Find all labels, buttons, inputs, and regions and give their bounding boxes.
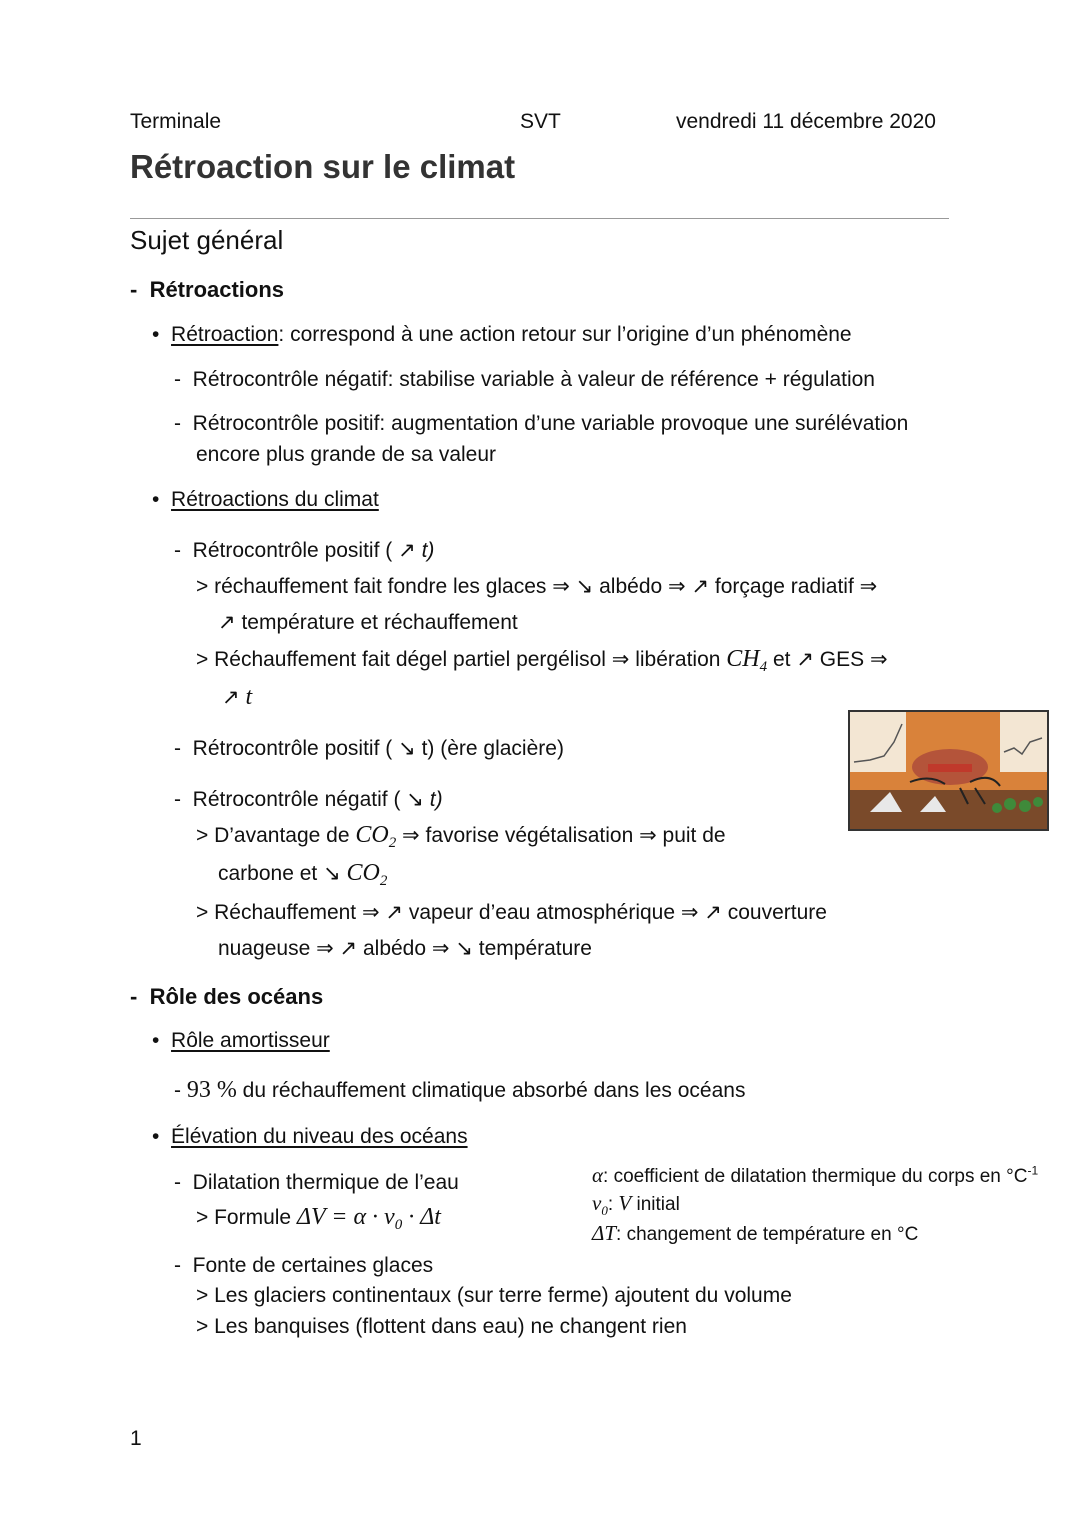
chain-text: albédo ⇒ xyxy=(593,575,692,598)
legend-text: : coefficient de dilatation thermique du corps en °C xyxy=(603,1166,1028,1187)
bullet-retroactions-climat: • Rétroactions du climat xyxy=(152,488,379,511)
legend-colon: : xyxy=(607,1194,619,1215)
chain-text: > D’avantage de xyxy=(196,824,356,847)
legend-text: initial xyxy=(631,1194,680,1215)
item-rn: - Rétrocontrôle négatif ( ↘ t) xyxy=(174,788,443,811)
chain-text: carbone et xyxy=(218,862,324,885)
item-text: t) (ère glacière) xyxy=(421,737,564,760)
chain-2 xyxy=(196,646,888,676)
percent-value: 93 % xyxy=(186,1077,237,1103)
chain-text: température xyxy=(472,937,592,960)
symbol-V: V xyxy=(618,1191,632,1215)
item-retrocontrole-positif: - Rétrocontrôle positif: augmentation d’une variable provoque une surélévation xyxy=(174,412,909,435)
formula-sub: 2 xyxy=(388,835,397,852)
item-text: du réchauffement climatique absorbé dans les océans xyxy=(236,1079,746,1102)
formula-sub: 0 xyxy=(394,1217,403,1234)
arrow-up-icon: ↗ xyxy=(704,901,722,924)
header-level: Terminale xyxy=(130,110,222,133)
item-text: Rétrocontrôle positif ( xyxy=(192,539,393,562)
item-text: Dilatation thermique de l’eau xyxy=(192,1171,459,1194)
symbol-sub: 0 xyxy=(601,1202,608,1218)
bullet-text: Rétroactions du climat xyxy=(171,488,379,511)
item-text: Rétrocontrôle négatif ( xyxy=(192,788,401,811)
var-t: t xyxy=(245,684,253,710)
symbol-deltaT: ΔT xyxy=(592,1221,617,1245)
legend-alpha xyxy=(592,1163,1038,1188)
item-text: Fonte de certaines glaces xyxy=(192,1254,434,1277)
item-text: Rétrocontrôle négatif: stabilise variable à valeur de référence + régulation xyxy=(192,368,875,391)
legend-deltaT xyxy=(592,1221,918,1246)
dash-marker: - xyxy=(130,277,138,302)
formula-end: · Δt xyxy=(402,1204,441,1230)
arrow-down-icon: ↘ xyxy=(455,937,473,960)
chain-2-cont xyxy=(222,684,252,711)
item-glaciers: > Les glaciers continentaux (sur terre ferme) ajoutent du volume xyxy=(196,1284,792,1307)
formula-sub: 2 xyxy=(379,873,388,890)
item-retrocontrole-positif-cont: encore plus grande de sa valeur xyxy=(196,443,497,466)
legend-text: : changement de température en °C xyxy=(616,1224,919,1245)
diagram-illustration xyxy=(850,712,1047,829)
chain-text: albédo ⇒ xyxy=(357,937,456,960)
bullet-dot: • xyxy=(152,323,160,346)
chain-text: forçage radiatif ⇒ xyxy=(709,575,878,598)
arrow-down-icon: ↘ xyxy=(575,575,594,598)
arrow-up-icon: ↗ xyxy=(796,648,814,671)
chain-text: GES ⇒ xyxy=(813,648,888,671)
bullet-retroaction xyxy=(152,323,852,347)
header-subject: SVT xyxy=(520,110,561,133)
climate-feedback-diagram-image xyxy=(848,710,1049,831)
chain-3 xyxy=(196,822,726,852)
arrow-up-icon: ↗ xyxy=(222,686,240,709)
heading-role-oceans xyxy=(130,984,323,1010)
formula-ch: CH xyxy=(726,646,760,672)
chain-text: vapeur d’eau atmosphérique ⇒ xyxy=(403,901,705,924)
arrow-down-icon: ↘ xyxy=(323,862,341,885)
var-t: t) xyxy=(429,788,443,811)
title-divider xyxy=(130,218,949,219)
legend-v0 xyxy=(592,1191,680,1219)
arrow-up-icon: ↗ xyxy=(398,539,416,562)
item-rp2: - Rétrocontrôle positif ( ↘ t) (ère glacière) xyxy=(174,737,564,760)
chain-4 xyxy=(196,900,827,925)
formula-label: > Formule xyxy=(196,1206,297,1229)
arrow-up-icon: ↗ xyxy=(218,611,236,634)
chain-text: > Réchauffement ⇒ xyxy=(196,901,386,924)
var-t: t) xyxy=(421,539,435,562)
formula-co: CO xyxy=(355,822,389,848)
bullet-text: Élévation du niveau des océans xyxy=(171,1125,468,1148)
arrow-down-icon: ↘ xyxy=(398,737,416,760)
bullet-role-amortisseur: • Rôle amortisseur xyxy=(152,1029,330,1052)
chain-text: ⇒ favorise végétalisation ⇒ puit de xyxy=(396,824,726,847)
chain-4-cont xyxy=(218,936,592,961)
arrow-down-icon: ↘ xyxy=(406,788,424,811)
item-93-percent: - 93 % du réchauffement climatique absorbé dans les océans xyxy=(174,1077,746,1103)
page-title: Rétroaction sur le climat xyxy=(130,148,516,185)
dash-marker: - xyxy=(130,984,138,1009)
chain-3-cont xyxy=(218,860,387,890)
heading-text: Rôle des océans xyxy=(149,984,324,1009)
item-text: Rétrocontrôle positif: augmentation d’une variable provoque une surélévation xyxy=(192,412,909,435)
bullet-text: Rôle amortisseur xyxy=(171,1029,330,1052)
item-dilatation: - Dilatation thermique de l’eau xyxy=(174,1171,459,1194)
formula-co: CO xyxy=(346,860,380,886)
chain-text: température et réchauffement xyxy=(235,611,518,634)
legend-exponent: -1 xyxy=(1027,1163,1039,1178)
formula-sub: 4 xyxy=(759,659,768,676)
chain-text: > réchauffement fait fondre les glaces ⇒ xyxy=(196,575,576,598)
item-fonte-glaces: - Fonte de certaines glaces xyxy=(174,1254,434,1277)
page-number: 1 xyxy=(130,1427,142,1450)
chain-text: et xyxy=(767,648,797,671)
item-rp1: - Rétrocontrôle positif ( ↗ t) xyxy=(174,539,435,562)
arrow-up-icon: ↗ xyxy=(385,901,404,924)
bullet-elevation: • Élévation du niveau des océans xyxy=(152,1125,468,1148)
item-retrocontrole-negatif: - Rétrocontrôle négatif: stabilise variable à valeur de référence + régulation xyxy=(174,368,875,391)
formula-line xyxy=(196,1204,441,1234)
item-banquises: > Les banquises (flottent dans eau) ne changent rien xyxy=(196,1315,687,1338)
chain-text: > Réchauffement fait dégel partiel pergélisol ⇒ libération xyxy=(196,648,727,671)
formula-dilatation: ΔV = α · v xyxy=(296,1204,395,1230)
heading-retroactions xyxy=(130,277,284,303)
chain-text: couverture xyxy=(721,901,827,924)
header-date: vendredi 11 décembre 2020 xyxy=(676,110,936,133)
term-retroaction: Rétroaction xyxy=(171,323,279,346)
symbol-v: v xyxy=(592,1191,602,1215)
symbol-alpha: α xyxy=(592,1163,604,1187)
chain-1 xyxy=(196,574,877,599)
item-text: Rétrocontrôle positif ( xyxy=(192,737,393,760)
arrow-up-icon: ↗ xyxy=(339,937,358,960)
definition-retroaction: : correspond à une action retour sur l’origine d’un phénomène xyxy=(278,323,852,346)
heading-text: Rétroactions xyxy=(149,277,285,302)
section-title: Sujet général xyxy=(130,225,284,255)
arrow-up-icon: ↗ xyxy=(691,575,710,598)
chain-1-cont xyxy=(218,610,518,635)
chain-text: nuageuse ⇒ xyxy=(218,937,340,960)
